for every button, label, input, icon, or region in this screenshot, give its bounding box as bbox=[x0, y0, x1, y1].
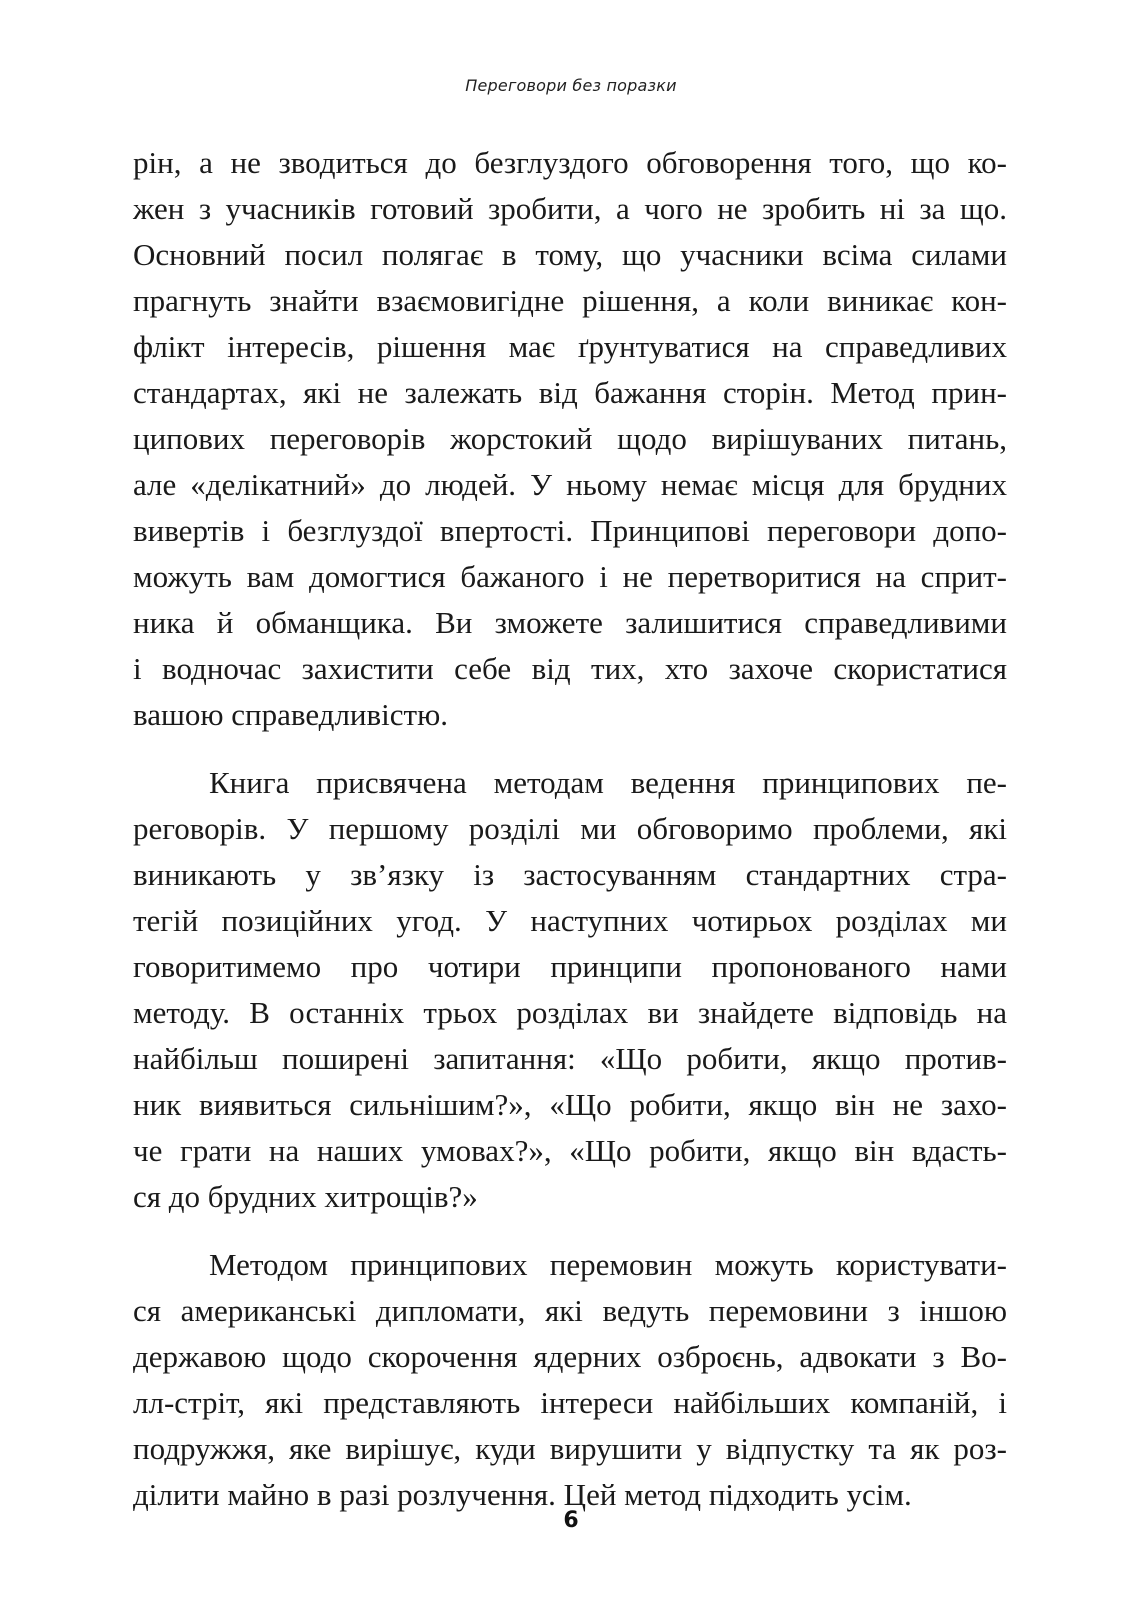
text-line: че грати на наших умовах?», «Що робити, якщо він вдасть- bbox=[133, 1133, 1007, 1168]
text-line: методу. В останніх трьох розділах ви знайдете відповідь на bbox=[133, 995, 1007, 1030]
text-line: говоритимемо про чотири принципи пропонованого нами bbox=[133, 949, 1007, 984]
text-line: ника й обманщика. Ви зможете залишитися справедливими bbox=[133, 605, 1007, 640]
text-line: Методом принципових перемовин можуть користувати- bbox=[209, 1247, 1007, 1282]
paragraph-3 bbox=[133, 1242, 1007, 1518]
text-line: вивертів і безглуздої впертості. Принципові переговори допо- bbox=[133, 513, 1007, 548]
text-line: лл-стріт, які представляють інтереси найбільших компаній, і bbox=[133, 1385, 1007, 1420]
text-line: найбільш поширені запитання: «Що робити, якщо против- bbox=[133, 1041, 1007, 1076]
text-line: Книга присвячена методам ведення принципових пе- bbox=[209, 765, 1007, 800]
text-line: ся до брудних хитрощів?» bbox=[133, 1179, 478, 1214]
text-line: ділити майно в разі розлучення. Цей метод підходить усім. bbox=[133, 1477, 912, 1512]
text-line: але «делікатний» до людей. У ньому немає місця для брудних bbox=[133, 467, 1007, 502]
text-line: Основний посил полягає в тому, що учасники всіма силами bbox=[133, 237, 1007, 272]
body-text bbox=[133, 140, 1007, 1518]
text-line: тегій позиційних угод. У наступних чотирьох розділах ми bbox=[133, 903, 1007, 938]
text-line: державою щодо скорочення ядерних озброєнь, адвокати з Во- bbox=[133, 1339, 1007, 1374]
text-line: рін, а не зводиться до безглуздого обговорення того, що ко- bbox=[133, 145, 1007, 180]
text-line: вашою справедливістю. bbox=[133, 697, 448, 732]
page-number: 6 bbox=[563, 1508, 579, 1533]
text-line: ципових переговорів жорстокий щодо вирішуваних питань, bbox=[133, 421, 1007, 456]
text-line: флікт інтересів, рішення має ґрунтуватися на справедливих bbox=[133, 329, 1007, 364]
text-line: стандартах, які не залежать від бажання сторін. Метод прин- bbox=[133, 375, 1007, 410]
text-line: прагнуть знайти взаємовигідне рішення, а коли виникає кон- bbox=[133, 283, 1007, 318]
text-line: ник виявиться сильнішим?», «Що робити, якщо він не захо- bbox=[133, 1087, 1007, 1122]
text-line: жен з учасників готовий зробити, а чого не зробить ні за що. bbox=[133, 191, 1007, 226]
running-header-title: Переговори без поразки bbox=[465, 76, 677, 95]
text-line: і водночас захистити себе від тих, хто захоче скористатися bbox=[133, 651, 1007, 686]
text-line: виникають у зв’язку із застосуванням стандартних стра- bbox=[133, 857, 1007, 892]
text-line: подружжя, яке вирішує, куди вирушити у відпустку та як роз- bbox=[133, 1431, 1007, 1466]
paragraph-1 bbox=[133, 140, 1007, 738]
text-line: ся американські дипломати, які ведуть перемовини з іншою bbox=[133, 1293, 1007, 1328]
text-line: можуть вам домогтися бажаного і не перетворитися на сприт- bbox=[133, 559, 1007, 594]
paragraph-2 bbox=[133, 760, 1007, 1220]
text-line: реговорів. У першому розділі ми обговоримо проблеми, які bbox=[133, 811, 1007, 846]
